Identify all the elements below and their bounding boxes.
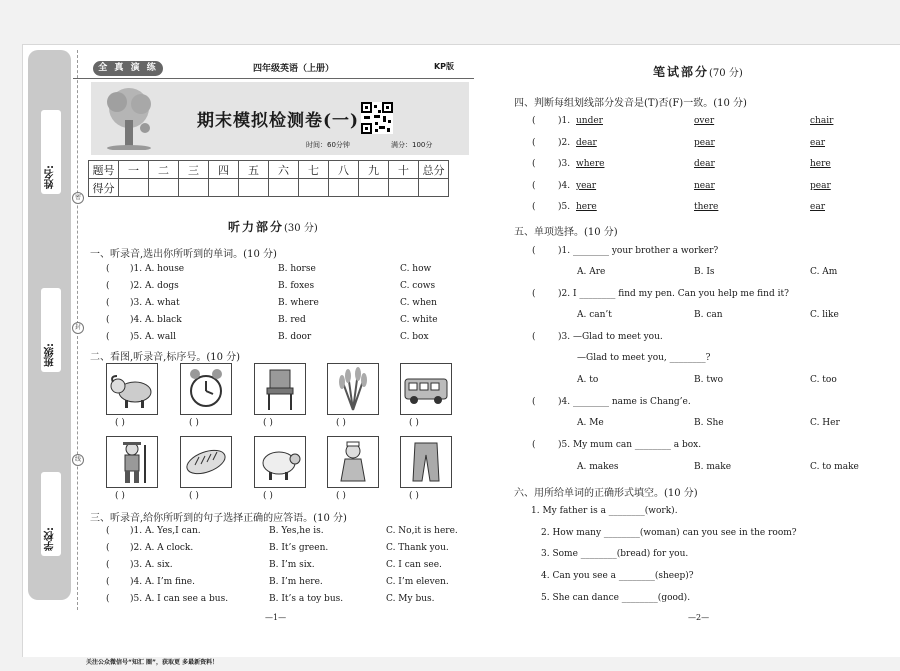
score-input-cell[interactable] xyxy=(329,179,359,197)
paren-open: ( xyxy=(532,116,536,126)
paren-open: ( xyxy=(106,560,110,570)
word-c: ear xyxy=(810,138,825,148)
option-c: C. cows xyxy=(400,281,436,291)
farmer-picture xyxy=(106,436,158,488)
q1-title: 一、听录音,选出你所听到的单词。(10 分) xyxy=(90,249,277,260)
score-input-cell[interactable] xyxy=(359,179,389,197)
option-c: C. I’m eleven. xyxy=(386,577,449,587)
paren-open: ( xyxy=(532,246,536,256)
option-c: C. how xyxy=(400,264,432,274)
lamb-picture xyxy=(254,436,306,488)
paren-open: ( xyxy=(532,159,536,169)
written-heading-text: 笔试部分 xyxy=(653,65,710,79)
listening-heading-text: 听力部分 xyxy=(228,220,285,234)
bread-picture xyxy=(180,436,232,488)
word-a: dear xyxy=(576,138,597,148)
page-number: —2— xyxy=(688,613,710,622)
list-item: 3. Some ________(bread) for you. xyxy=(541,549,689,559)
option-c: C. Thank you. xyxy=(386,543,449,553)
answer-paren[interactable]: ( ) xyxy=(336,491,346,501)
written-heading xyxy=(653,63,743,80)
list-item: 1. My father is a ________(work). xyxy=(531,506,678,516)
table-cell: 得分 xyxy=(89,179,119,197)
paren-open: ( xyxy=(532,138,536,148)
option-a: )1. A. Yes,I can. xyxy=(130,526,201,536)
nurse-icon xyxy=(328,437,378,487)
paren-open: ( xyxy=(106,526,110,536)
word-c: chair xyxy=(810,116,834,126)
edition-label: KP版 xyxy=(433,62,454,71)
item-number: )4. xyxy=(558,181,571,191)
option-a: )5. A. I can see a bus. xyxy=(130,594,229,604)
score-input-cell[interactable] xyxy=(179,179,209,197)
option-b: B. where xyxy=(278,298,319,308)
list-item xyxy=(532,116,834,126)
options-row xyxy=(577,418,840,428)
option-b: B. It’s a toy bus. xyxy=(269,594,344,604)
list-item xyxy=(532,397,691,407)
paren-open: ( xyxy=(532,332,536,342)
options-row xyxy=(577,462,859,472)
answer-paren[interactable]: ( ) xyxy=(189,418,199,428)
table-row xyxy=(89,161,449,179)
option-b: B. It’s green. xyxy=(269,543,329,553)
score-input-cell[interactable] xyxy=(119,179,149,197)
listening-heading xyxy=(228,218,318,235)
table-cell: 二 xyxy=(149,161,179,179)
binding-strip xyxy=(28,50,71,600)
chair-picture xyxy=(254,363,306,415)
q2-title: 二、看图,听录音,标序号。(10 分) xyxy=(90,352,241,363)
table-cell: 三 xyxy=(179,161,209,179)
option-b: B. Yes,he is. xyxy=(269,526,324,536)
list-item: 4. Can you see a ________(sheep)? xyxy=(541,571,694,581)
option-c: C. white xyxy=(400,315,438,325)
nurse-picture xyxy=(327,436,379,488)
word-b: dear xyxy=(694,159,715,169)
option-a: A. to xyxy=(577,375,599,385)
item-number: )1. xyxy=(558,116,571,126)
list-item xyxy=(532,246,719,256)
option-c: C. Her xyxy=(810,418,840,428)
score-input-cell[interactable] xyxy=(239,179,269,197)
list-item xyxy=(532,202,825,212)
word-a: here xyxy=(576,202,597,212)
clock-picture xyxy=(180,363,232,415)
seal-dot: 密 xyxy=(72,192,84,204)
option-c: C. too xyxy=(810,375,837,385)
table-cell: 八 xyxy=(329,161,359,179)
page-number: —1— xyxy=(265,613,287,622)
paren-open: ( xyxy=(532,397,536,407)
option-b: B. She xyxy=(694,418,724,428)
score-input-cell[interactable] xyxy=(299,179,329,197)
question-text-2: —Glad to meet you, ________? xyxy=(577,353,711,363)
paren-open: ( xyxy=(532,181,536,191)
options-row xyxy=(577,375,837,385)
question-text: )3. —Glad to meet you. xyxy=(558,332,663,342)
option-c: C. I can see. xyxy=(386,560,442,570)
table-cell: 七 xyxy=(299,161,329,179)
seal-dot: 线 xyxy=(72,454,84,466)
option-c: C. when xyxy=(400,298,437,308)
answer-paren[interactable]: ( ) xyxy=(189,491,199,501)
list-item xyxy=(106,315,438,325)
option-a: A. Me xyxy=(577,418,604,428)
question-text: )4. ________ name is Chang’e. xyxy=(558,397,691,407)
grade-label: 四年级英语（上册） xyxy=(253,64,335,74)
title-banner xyxy=(91,82,469,155)
option-b: B. red xyxy=(278,315,306,325)
list-item xyxy=(532,440,702,450)
score-input-cell[interactable] xyxy=(419,179,449,197)
question-text: )2. I ________ find my pen. Can you help me find it? xyxy=(558,289,789,299)
bus-icon xyxy=(401,364,451,414)
list-item xyxy=(532,138,825,148)
option-c: C. box xyxy=(400,332,429,342)
clock-icon xyxy=(181,364,231,414)
list-item xyxy=(106,526,458,536)
tree-illustration-icon xyxy=(101,86,157,150)
header-bar xyxy=(73,58,474,79)
option-a: )3. A. six. xyxy=(130,560,173,570)
footer-note: 关注公众微信号“知汇 圈”，获取更 多最新资料！ xyxy=(86,659,219,666)
listening-points: (30 分) xyxy=(284,223,318,234)
answer-paren[interactable]: ( ) xyxy=(263,491,273,501)
paren-open: ( xyxy=(106,281,110,291)
option-a: A. Are xyxy=(577,267,606,277)
wheat-picture xyxy=(327,363,379,415)
word-c: ear xyxy=(810,202,825,212)
option-c: C. No,it is here. xyxy=(386,526,458,536)
bus-picture xyxy=(400,363,452,415)
table-cell: 四 xyxy=(209,161,239,179)
score-input-cell[interactable] xyxy=(389,179,419,197)
sheep-picture xyxy=(106,363,158,415)
word-b: near xyxy=(694,181,715,191)
lamb-icon xyxy=(255,437,305,487)
list-item xyxy=(106,543,449,553)
question-text: )1. ________ your brother a worker? xyxy=(558,246,719,256)
options-row xyxy=(577,310,839,320)
wheat-icon xyxy=(328,364,378,414)
pants-picture xyxy=(400,436,452,488)
option-b: B. foxes xyxy=(278,281,315,291)
item-number: )2. xyxy=(558,138,571,148)
paren-open: ( xyxy=(106,315,110,325)
written-points: (70 分) xyxy=(709,68,743,79)
score-info: 满分：100分 xyxy=(391,141,433,149)
paren-open: ( xyxy=(106,332,110,342)
list-item xyxy=(106,298,437,308)
word-b: over xyxy=(694,116,715,126)
option-a: )4. A. I’m fine. xyxy=(130,577,195,587)
pants-icon xyxy=(401,437,451,487)
option-a: )2. A. dogs xyxy=(130,281,179,291)
word-b: pear xyxy=(694,138,715,148)
word-a: under xyxy=(576,116,603,126)
option-a: )5. A. wall xyxy=(130,332,177,342)
farmer-icon xyxy=(107,437,157,487)
question-text: )5. My mum can ________ a box. xyxy=(558,440,702,450)
table-row xyxy=(89,179,449,197)
option-a: )2. A. A clock. xyxy=(130,543,194,553)
bread-icon xyxy=(181,437,231,487)
list-item xyxy=(532,332,663,342)
option-b: B. I’m six. xyxy=(269,560,315,570)
word-a: year xyxy=(576,181,597,191)
answer-paren[interactable]: ( ) xyxy=(409,418,419,428)
list-item xyxy=(106,332,429,342)
table-cell: 题号 xyxy=(89,161,119,179)
answer-paren[interactable]: ( ) xyxy=(409,491,419,501)
chair-icon xyxy=(255,364,305,414)
list-item xyxy=(532,181,831,191)
option-a: A. makes xyxy=(577,462,619,472)
item-number: )5. xyxy=(558,202,571,212)
option-b: B. two xyxy=(694,375,724,385)
option-b: B. can xyxy=(694,310,723,320)
list-item xyxy=(106,281,436,291)
paren-open: ( xyxy=(106,264,110,274)
seal-dot: 封 xyxy=(72,322,84,334)
score-table xyxy=(88,160,449,197)
option-c: C. like xyxy=(810,310,839,320)
option-c: C. Am xyxy=(810,267,838,277)
paren-open: ( xyxy=(532,202,536,212)
option-b: B. Is xyxy=(694,267,715,277)
q4-title: 四、判断每组划线部分发音是(T)否(F)一致。(10 分) xyxy=(514,98,747,109)
q3-title: 三、听录音,给你所听到的句子选择正确的应答语。(10 分) xyxy=(90,513,347,524)
school-label: 学校: xyxy=(45,527,56,551)
qr-code-icon xyxy=(361,102,393,134)
list-item xyxy=(106,577,449,587)
option-b: B. make xyxy=(694,462,732,472)
option-b: B. horse xyxy=(278,264,316,274)
list-item xyxy=(106,560,442,570)
table-cell: 一 xyxy=(119,161,149,179)
table-cell: 总分 xyxy=(419,161,449,179)
options-row xyxy=(577,267,838,277)
list-item xyxy=(106,264,432,274)
item-number: )3. xyxy=(558,159,571,169)
list-item xyxy=(532,289,789,299)
answer-paren[interactable]: ( ) xyxy=(115,491,125,501)
answer-paren[interactable]: ( ) xyxy=(115,418,125,428)
option-a: )3. A. what xyxy=(130,298,180,308)
paren-open: ( xyxy=(106,594,110,604)
time-info: 时间：60分钟 xyxy=(306,141,350,149)
table-cell: 九 xyxy=(359,161,389,179)
score-input-cell[interactable] xyxy=(269,179,299,197)
score-input-cell[interactable] xyxy=(209,179,239,197)
option-a: A. can’t xyxy=(577,310,612,320)
table-cell: 六 xyxy=(269,161,299,179)
list-item: 2. How many ________(woman) can you see in the room? xyxy=(541,528,797,538)
q6-title: 六、用所给单词的正确形式填空。(10 分) xyxy=(514,488,698,499)
word-a: where xyxy=(576,159,605,169)
class-label: 班级: xyxy=(45,343,56,367)
sheep-icon xyxy=(107,364,157,414)
option-b: B. door xyxy=(278,332,312,342)
option-c: C. to make xyxy=(810,462,859,472)
option-a: )4. A. black xyxy=(130,315,182,325)
table-cell: 五 xyxy=(239,161,269,179)
option-b: B. I’m here. xyxy=(269,577,323,587)
word-b: there xyxy=(694,202,719,212)
brand-badge: 全 真 演 练 xyxy=(93,61,163,76)
option-c: C. My bus. xyxy=(386,594,435,604)
paren-open: ( xyxy=(106,543,110,553)
score-input-cell[interactable] xyxy=(149,179,179,197)
option-a: )1. A. house xyxy=(130,264,185,274)
list-item: 5. She can dance ________(good). xyxy=(541,593,691,603)
list-item xyxy=(532,159,831,169)
paren-open: ( xyxy=(532,289,536,299)
answer-paren[interactable]: ( ) xyxy=(263,418,273,428)
name-label: 姓名: xyxy=(45,165,56,189)
word-c: here xyxy=(810,159,831,169)
list-item xyxy=(106,594,435,604)
exam-title: 期末模拟检测卷(一) xyxy=(197,111,360,131)
paren-open: ( xyxy=(532,440,536,450)
table-cell: 十 xyxy=(389,161,419,179)
word-c: pear xyxy=(810,181,831,191)
q5-title: 五、单项选择。(10 分) xyxy=(514,227,618,238)
paren-open: ( xyxy=(106,298,110,308)
paren-open: ( xyxy=(106,577,110,587)
answer-paren[interactable]: ( ) xyxy=(336,418,346,428)
